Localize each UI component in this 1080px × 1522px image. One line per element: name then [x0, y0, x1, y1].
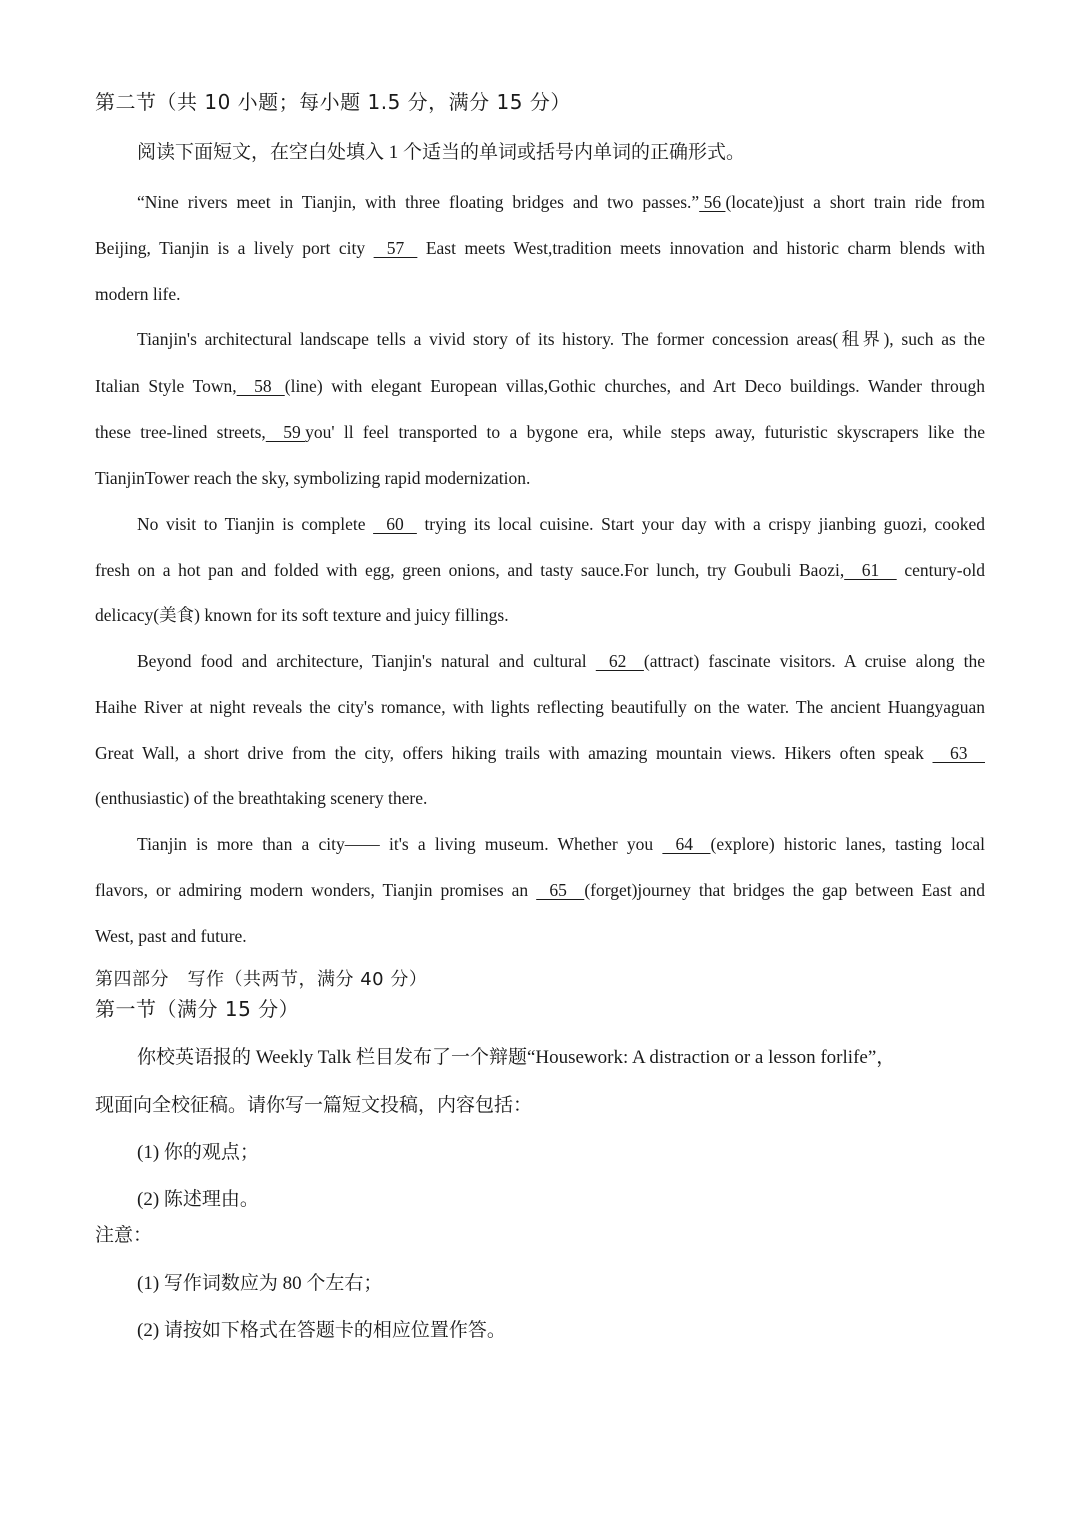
blank-62[interactable]: 62	[595, 651, 644, 671]
blank-63[interactable]: 63	[932, 743, 985, 763]
p4-line1	[137, 649, 985, 673]
text: Great Wall, a short drive from the city, offers hiking trails with amazing mountain views. Hikers often speak	[95, 743, 933, 763]
text: century-old	[896, 560, 985, 580]
p3-line3: delicacy(美食) known for its soft texture and juicy fillings.	[95, 605, 509, 625]
section1-heading: 第一节（满分 15 分）	[95, 997, 300, 1021]
note-label: 注意：	[95, 1225, 153, 1246]
text: fresh on a hot pan and folded with egg, green onions, and tasty sauce.For lunch, try Goubuli Baozi,	[95, 560, 845, 580]
text: flavors, or admiring modern wonders, Tianjin promises an	[95, 880, 537, 900]
blank-60[interactable]: 60	[373, 514, 417, 534]
text: these tree-lined streets,	[95, 422, 266, 442]
content-item-2: (2) 陈述理由。	[137, 1189, 259, 1210]
p1-line1	[137, 190, 985, 214]
p5-line1	[137, 832, 985, 856]
blank-56[interactable]: 56	[699, 192, 726, 212]
text: (locate)just a short train ride from	[725, 192, 985, 212]
section2-heading: 第二节（共 10 小题；每小题 1.5 分，满分 15 分）	[95, 90, 571, 114]
section2-instruction: 阅读下面短文，在空白处填入 1 个适当的单词或括号内单词的正确形式。	[137, 142, 746, 163]
text: Beijing, Tianjin is a lively port city	[95, 238, 374, 258]
text: No visit to Tianjin is complete	[137, 514, 374, 534]
blank-58[interactable]: 58	[236, 376, 285, 396]
text: (forget)journey that bridges the gap between East and	[584, 880, 985, 900]
p5-line2	[95, 878, 985, 902]
p1-line3: modern life.	[95, 284, 181, 304]
p1-line2	[95, 236, 985, 260]
text: you' ll feel transported to a bygone era, while steps away, futuristic skyscrapers like the	[305, 422, 985, 442]
p3-line2	[95, 558, 985, 582]
p2-line3	[95, 420, 985, 444]
blank-57[interactable]: 57	[373, 238, 418, 258]
p2-line4: TianjinTower reach the sky, symbolizing rapid modernization.	[95, 468, 531, 488]
text: Italian Style Town,	[95, 376, 237, 396]
part4-heading: 第四部分 写作（共两节，满分 40 分）	[95, 969, 428, 990]
text: (attract) fascinate visitors. A cruise along the	[643, 651, 985, 671]
p3-line1	[137, 512, 985, 536]
blank-65[interactable]: 65	[536, 880, 585, 900]
text: (explore) historic lanes, tasting local	[710, 834, 985, 854]
text: (line) with elegant European villas,Gothic churches, and Art Deco buildings. Wander through	[284, 376, 986, 396]
p4-line2: Haihe River at night reveals the city's romance, with lights reflecting beautifully on the water. The ancient Huangyaguan	[95, 697, 985, 717]
writing-prompt-line2: 现面向全校征稿。请你写一篇短文投稿，内容包括：	[95, 1095, 533, 1116]
p2-line1: Tianjin's architectural landscape tells a vivid story of its history. The former concession areas(租界), such as the	[137, 329, 985, 349]
text: trying its local cuisine. Start your day with a crispy jianbing guozi, cooked	[416, 514, 985, 534]
blank-61[interactable]: 61	[844, 560, 897, 580]
text: “Nine rivers meet in Tianjin, with three floating bridges and two passes.”	[137, 192, 700, 212]
text: East meets West,tradition meets innovation and historic charm blends with	[417, 238, 985, 258]
p5-line3: West, past and future.	[95, 926, 247, 946]
content-item-1: (1) 你的观点；	[137, 1142, 259, 1163]
p2-line2	[95, 374, 985, 398]
note-item-2: (2) 请按如下格式在答题卡的相应位置作答。	[137, 1320, 506, 1341]
text: Tianjin is more than a city—— it's a living museum. Whether you	[137, 834, 663, 854]
note-item-1: (1) 写作词数应为 80 个左右；	[137, 1273, 383, 1294]
blank-64[interactable]: 64	[662, 834, 711, 854]
p4-line4: (enthusiastic) of the breathtaking scenery there.	[95, 788, 428, 808]
text: Beyond food and architecture, Tianjin's natural and cultural	[137, 651, 596, 671]
writing-prompt-line1: 你校英语报的 Weekly Talk 栏目发布了一个辩题“Housework: A distraction or a lesson forlife”，	[137, 1047, 896, 1068]
p4-line3	[95, 741, 985, 765]
blank-59[interactable]: 59	[265, 422, 306, 442]
